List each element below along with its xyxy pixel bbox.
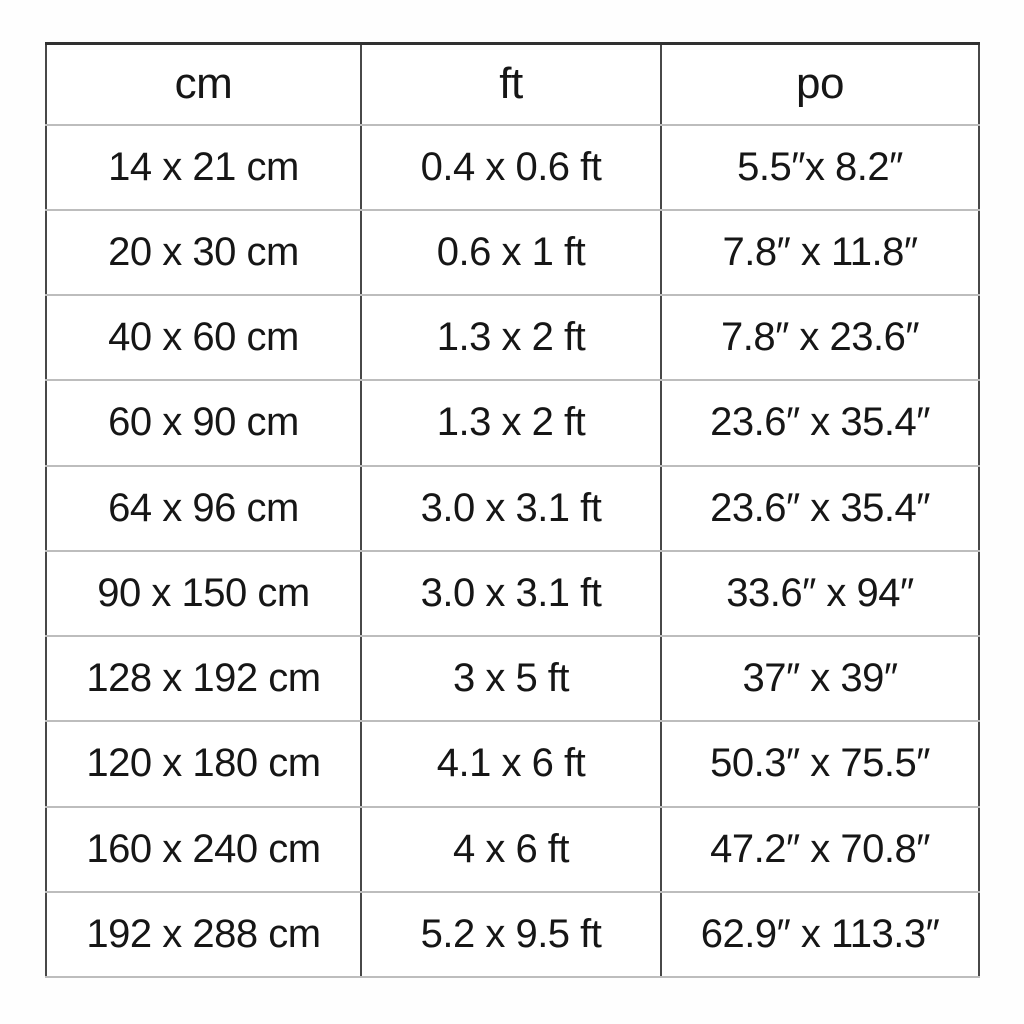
table-cell-cm: 90 x 150 cm <box>46 551 361 636</box>
table-cell-po: 62.9″ x 113.3″ <box>661 892 979 977</box>
table-cell-po: 7.8″ x 11.8″ <box>661 210 979 295</box>
table-cell-po: 33.6″ x 94″ <box>661 551 979 636</box>
table-row <box>46 721 979 806</box>
table-row <box>46 295 979 380</box>
table-cell-ft: 4 x 6 ft <box>361 807 661 892</box>
table-cell-ft: 1.3 x 2 ft <box>361 295 661 380</box>
table-cell-cm: 120 x 180 cm <box>46 721 361 806</box>
table-cell-cm: 160 x 240 cm <box>46 807 361 892</box>
table-row <box>46 636 979 721</box>
table-row <box>46 892 979 977</box>
table-cell-po: 23.6″ x 35.4″ <box>661 380 979 465</box>
table-cell-ft: 0.4 x 0.6 ft <box>361 125 661 210</box>
table-cell-cm: 64 x 96 cm <box>46 466 361 551</box>
table-cell-ft: 1.3 x 2 ft <box>361 380 661 465</box>
table-cell-cm: 192 x 288 cm <box>46 892 361 977</box>
table-cell-ft: 0.6 x 1 ft <box>361 210 661 295</box>
table-row <box>46 125 979 210</box>
table-cell-po: 23.6″ x 35.4″ <box>661 466 979 551</box>
table-row <box>46 466 979 551</box>
table-cell-cm: 40 x 60 cm <box>46 295 361 380</box>
table-cell-po: 47.2″ x 70.8″ <box>661 807 979 892</box>
table-cell-po: 50.3″ x 75.5″ <box>661 721 979 806</box>
column-header-po: po <box>661 44 979 125</box>
table-row <box>46 380 979 465</box>
table-cell-cm: 60 x 90 cm <box>46 380 361 465</box>
table-header-row <box>46 44 979 125</box>
table-row <box>46 807 979 892</box>
table-cell-po: 37″ x 39″ <box>661 636 979 721</box>
column-header-ft: ft <box>361 44 661 125</box>
column-header-cm: cm <box>46 44 361 125</box>
table-cell-cm: 14 x 21 cm <box>46 125 361 210</box>
table-cell-po: 5.5″x 8.2″ <box>661 125 979 210</box>
table-body <box>46 125 979 978</box>
table-cell-ft: 3.0 x 3.1 ft <box>361 551 661 636</box>
size-conversion-table <box>45 42 980 978</box>
table-cell-po: 7.8″ x 23.6″ <box>661 295 979 380</box>
table-cell-ft: 4.1 x 6 ft <box>361 721 661 806</box>
table-cell-ft: 5.2 x 9.5 ft <box>361 892 661 977</box>
table-cell-ft: 3.0 x 3.1 ft <box>361 466 661 551</box>
table-cell-cm: 128 x 192 cm <box>46 636 361 721</box>
table-row <box>46 210 979 295</box>
table-row <box>46 551 979 636</box>
table-cell-cm: 20 x 30 cm <box>46 210 361 295</box>
table-cell-ft: 3 x 5 ft <box>361 636 661 721</box>
